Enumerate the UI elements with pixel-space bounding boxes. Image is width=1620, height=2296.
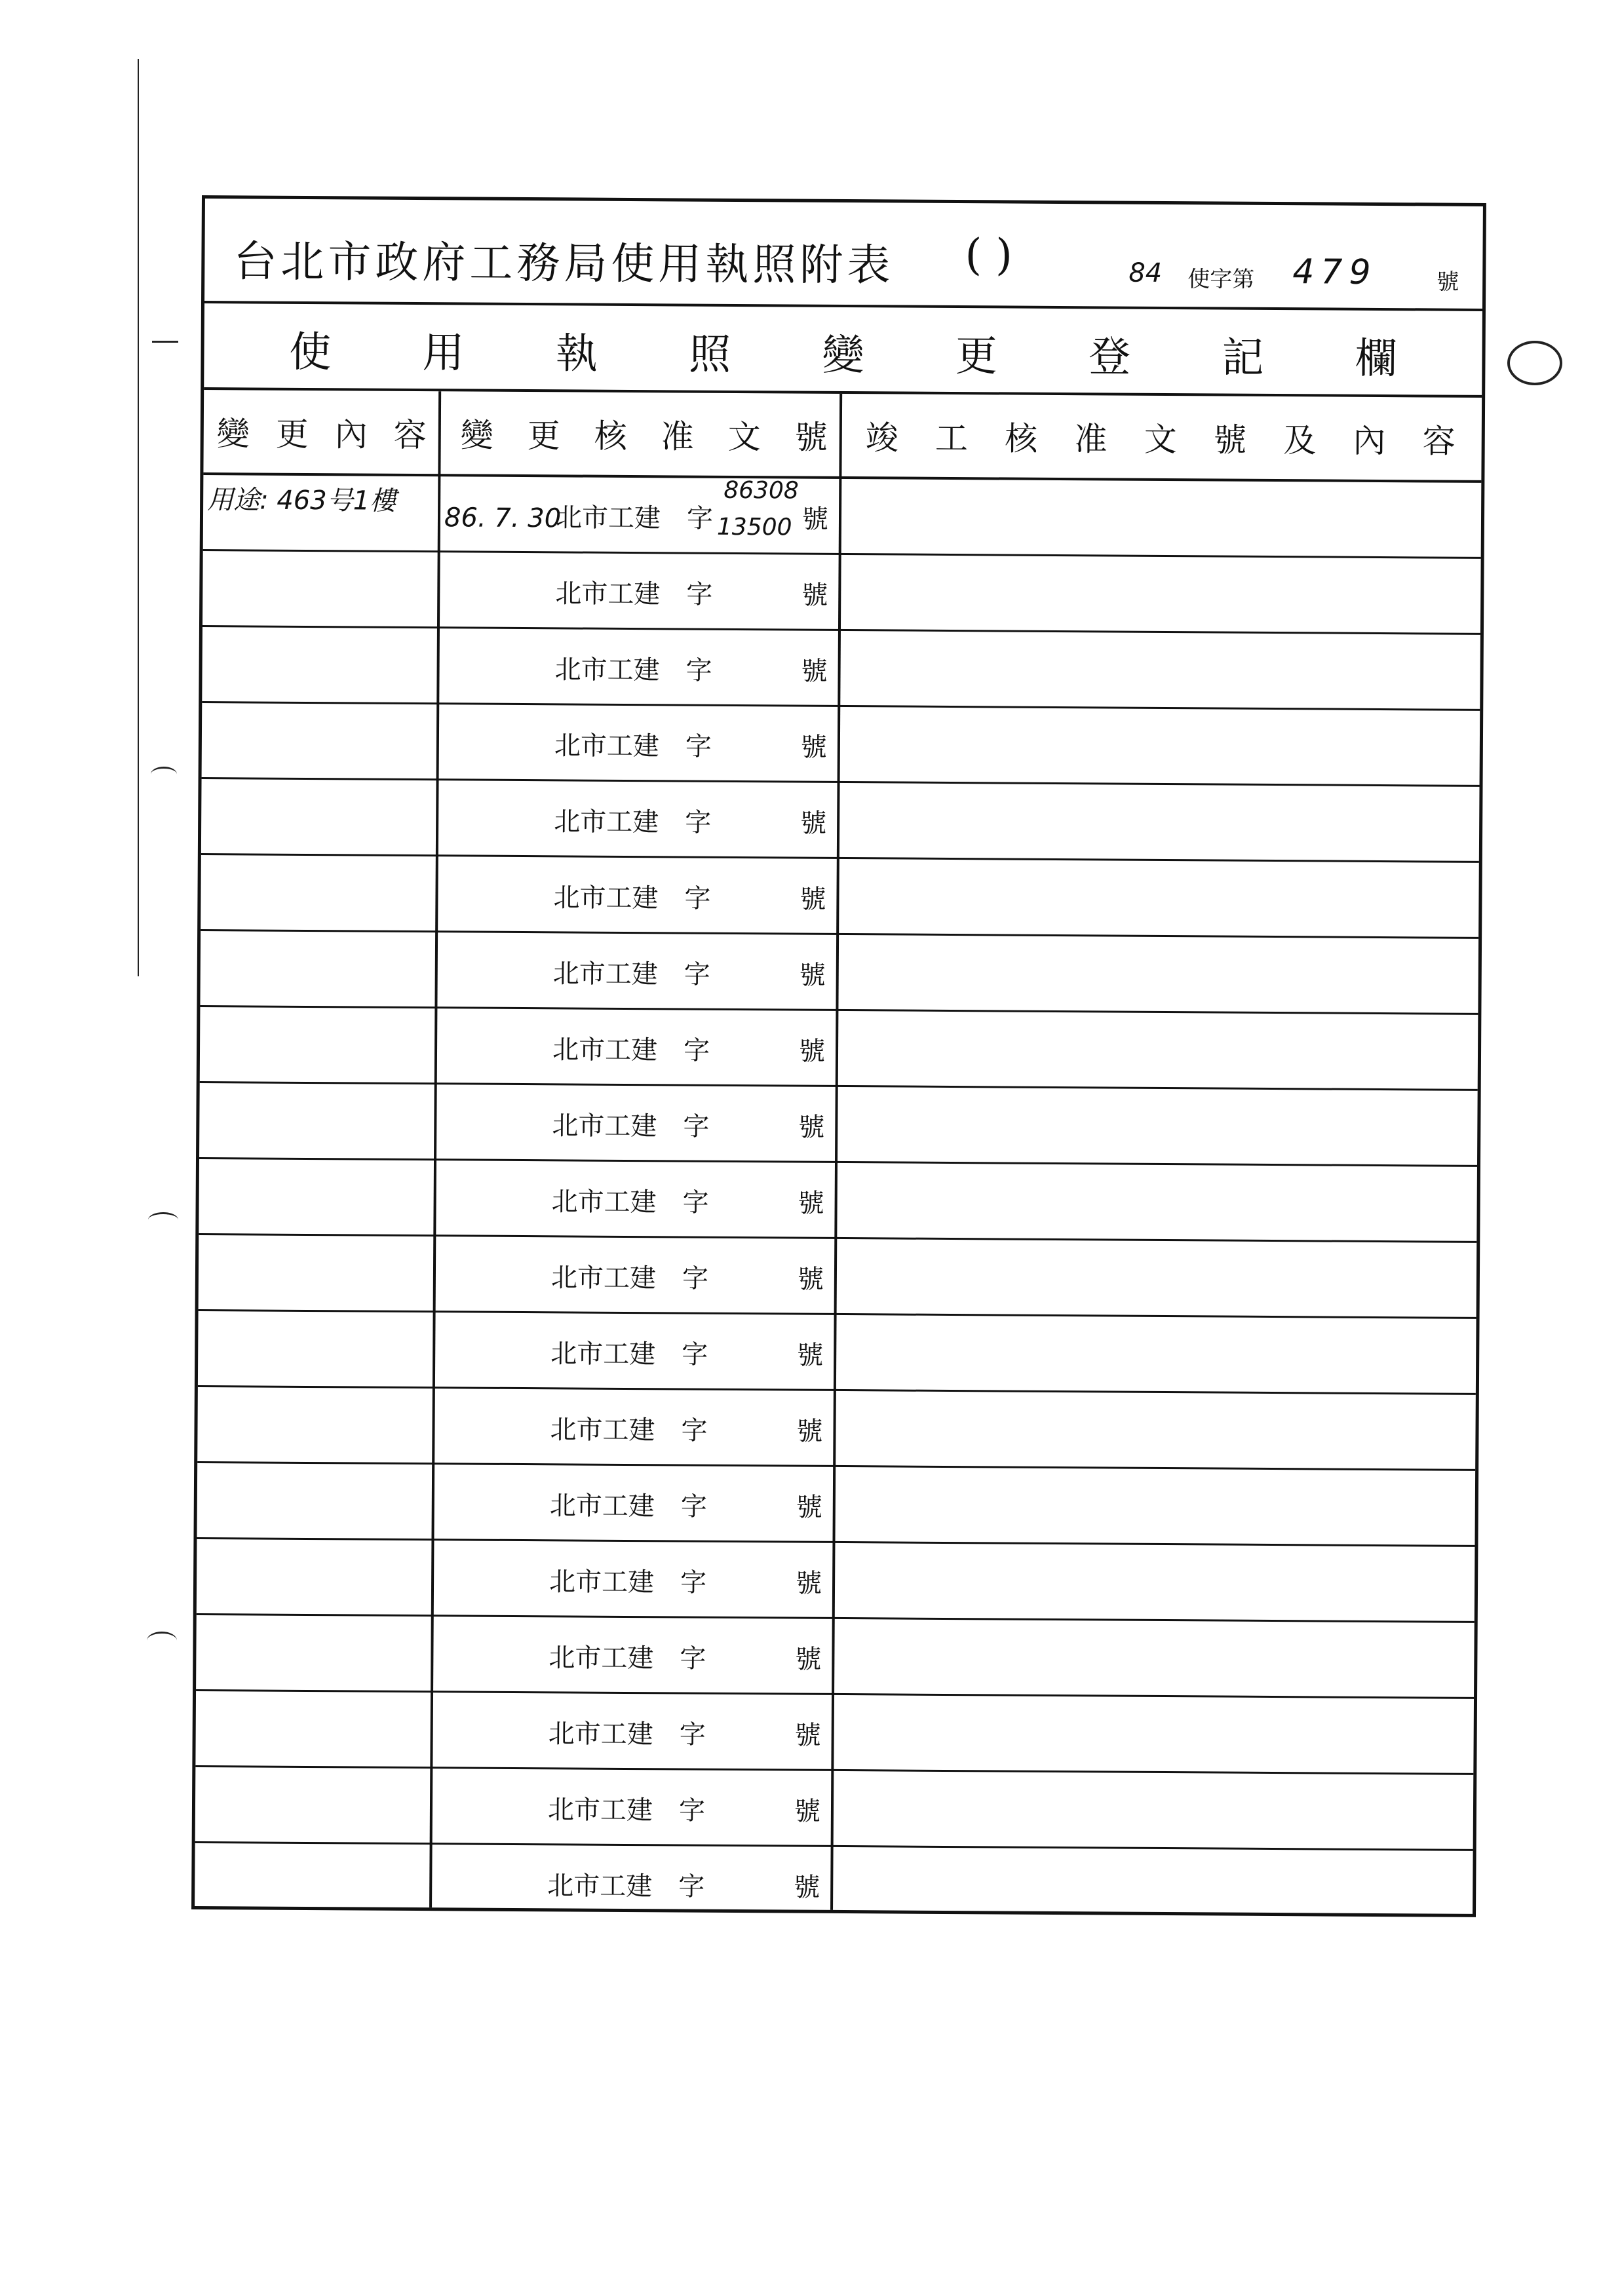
- change-approval-cell[interactable]: [434, 1388, 834, 1465]
- change-approval-cell[interactable]: [439, 704, 838, 781]
- change-content-cell[interactable]: [200, 1007, 435, 1082]
- header-char: 變: [460, 416, 493, 455]
- approval-zi: 字: [686, 503, 714, 534]
- approval-hao: 號: [797, 1340, 824, 1371]
- header-char: 工: [935, 419, 969, 458]
- completion-cell[interactable]: [838, 1011, 1478, 1089]
- table-row: [195, 1767, 1474, 1851]
- table-row: [202, 703, 1480, 787]
- approval-prefix: 北市工建: [549, 1643, 654, 1674]
- table-row: [202, 627, 1480, 711]
- section-title-char: 照: [688, 330, 731, 379]
- completion-cell[interactable]: [841, 555, 1481, 633]
- table-row: [201, 779, 1480, 863]
- change-approval-cell[interactable]: [440, 552, 839, 629]
- approval-hao: 號: [794, 1720, 821, 1751]
- change-content-cell[interactable]: [199, 1083, 434, 1158]
- title-parenthesis: ( ): [965, 229, 1013, 280]
- approval-zi: 字: [680, 1567, 707, 1598]
- table-row: [195, 1843, 1473, 1927]
- left-edge-line: [138, 59, 139, 976]
- change-content-cell[interactable]: [203, 475, 438, 550]
- change-approval-cell[interactable]: [434, 1540, 833, 1617]
- approval-prefix: 北市工建: [555, 579, 661, 610]
- change-approval-cell[interactable]: [437, 1008, 836, 1085]
- permit-number: 479: [1292, 252, 1378, 292]
- section-title-row: [204, 303, 1482, 398]
- approval-hao: 號: [801, 504, 829, 535]
- header-char: 更: [527, 417, 560, 455]
- approval-zi: 字: [683, 1035, 710, 1066]
- approval-prefix: 北市工建: [550, 1339, 656, 1370]
- section-title-char: 更: [955, 332, 998, 381]
- change-content-cell[interactable]: [202, 627, 437, 702]
- approval-hao: 號: [794, 1796, 821, 1827]
- header-completion: [866, 412, 1456, 461]
- change-approval-cell[interactable]: [433, 1693, 832, 1769]
- approval-zi: 字: [678, 1795, 706, 1826]
- table-row: [196, 1615, 1475, 1699]
- change-content-cell[interactable]: [199, 1159, 434, 1234]
- change-content-cell[interactable]: [197, 1387, 433, 1463]
- completion-cell[interactable]: [836, 1391, 1476, 1469]
- approval-zi: 字: [683, 1111, 710, 1142]
- completion-cell[interactable]: [837, 1163, 1477, 1241]
- approval-prefix: 北市工建: [549, 1567, 655, 1598]
- completion-cell[interactable]: [836, 1315, 1476, 1393]
- approval-prefix: 北市工建: [547, 1871, 653, 1902]
- permit-annex-form: [191, 195, 1486, 1917]
- header-char: 竣: [865, 419, 898, 457]
- approval-hao: 號: [798, 1188, 824, 1219]
- change-approval-cell[interactable]: [437, 932, 836, 1009]
- change-content-cell[interactable]: [199, 1235, 434, 1311]
- approval-zi: 字: [679, 1719, 706, 1750]
- header-char: 號: [1213, 421, 1247, 459]
- approval-zi: 字: [685, 807, 712, 838]
- change-content-cell[interactable]: [202, 551, 438, 626]
- header-char: 准: [1074, 420, 1108, 459]
- approval-prefix: 北市工建: [551, 1187, 657, 1218]
- section-title-char: 使: [288, 328, 332, 377]
- section-title-char: 執: [555, 330, 598, 379]
- completion-cell[interactable]: [840, 631, 1480, 709]
- approval-zi: 字: [682, 1263, 709, 1294]
- change-content-cell[interactable]: [195, 1767, 431, 1843]
- completion-cell[interactable]: [837, 1239, 1477, 1317]
- table-row: [197, 1387, 1476, 1471]
- header-change-approval: [461, 410, 828, 457]
- change-approval-cell[interactable]: [436, 1084, 836, 1161]
- approval-prefix: 北市工建: [553, 883, 659, 914]
- approval-hao: 號: [796, 1492, 822, 1523]
- approval-prefix: 北市工建: [550, 1415, 655, 1446]
- completion-cell[interactable]: [839, 783, 1480, 861]
- change-approval-cell[interactable]: [433, 1617, 832, 1693]
- approval-prefix: 北市工建: [552, 959, 658, 990]
- form-title: 台北市政府工務局使用執照附表: [233, 236, 895, 291]
- registration-rows: [195, 475, 1481, 1914]
- header-char: 變: [216, 415, 250, 453]
- header-char: 及: [1283, 421, 1317, 460]
- table-row: [197, 1539, 1475, 1623]
- approval-number-top: 86308: [723, 476, 799, 505]
- section-title: [204, 318, 1482, 386]
- completion-cell[interactable]: [834, 1771, 1474, 1849]
- change-content-cell[interactable]: [198, 1311, 433, 1387]
- header-change-content: [217, 408, 427, 455]
- completion-cell[interactable]: [838, 1087, 1478, 1165]
- approval-prefix: 北市工建: [547, 1795, 653, 1826]
- header-char: 准: [661, 417, 694, 456]
- section-title-char: 欄: [1355, 334, 1398, 384]
- change-approval-cell[interactable]: [433, 1769, 832, 1845]
- permit-year: 84: [1128, 258, 1163, 288]
- approval-hao: 號: [798, 1112, 825, 1143]
- approval-zi: 字: [682, 1187, 709, 1218]
- change-content-cell[interactable]: [201, 779, 436, 854]
- change-approval-cell[interactable]: [438, 780, 838, 857]
- approval-hao: 號: [796, 1416, 823, 1447]
- change-content-cell[interactable]: [197, 1463, 432, 1539]
- hole-mark-left-4: [147, 1632, 177, 1649]
- approval-prefix: 北市工建: [554, 731, 660, 762]
- form-title-row: [204, 199, 1483, 311]
- change-approval-cell[interactable]: [435, 1312, 834, 1389]
- completion-cell[interactable]: [834, 1619, 1475, 1697]
- change-approval-cell[interactable]: [436, 1236, 835, 1313]
- approval-zi: 字: [685, 731, 712, 762]
- approval-hao: 號: [800, 884, 826, 915]
- completion-cell[interactable]: [838, 935, 1478, 1013]
- approval-zi: 字: [682, 1339, 708, 1370]
- approval-prefix: 北市工建: [548, 1719, 653, 1750]
- approval-prefix: 北市工建: [554, 655, 660, 686]
- change-content-cell[interactable]: [197, 1539, 432, 1615]
- change-approval-cell[interactable]: [438, 856, 837, 933]
- change-approval-cell[interactable]: [439, 628, 838, 705]
- header-char: 內: [1353, 421, 1386, 461]
- table-row: [198, 1311, 1476, 1395]
- table-row: [202, 551, 1481, 635]
- header-char: 容: [1422, 422, 1456, 461]
- hole-mark-left-3: [148, 1212, 178, 1227]
- table-row: [197, 1463, 1475, 1547]
- hole-mark-right: [1507, 341, 1562, 385]
- completion-cell[interactable]: [835, 1467, 1475, 1545]
- approval-prefix: 北市工建: [552, 1035, 658, 1066]
- approval-zi: 字: [678, 1871, 705, 1902]
- completion-cell[interactable]: [833, 1847, 1473, 1927]
- approval-zi: 字: [680, 1643, 706, 1674]
- approval-zi: 字: [684, 959, 710, 990]
- section-title-char: 用: [422, 329, 465, 378]
- table-row: [200, 1007, 1478, 1091]
- change-content-cell[interactable]: [201, 855, 436, 930]
- header-char: 文: [1144, 420, 1177, 459]
- approval-hao: 號: [795, 1644, 822, 1675]
- change-approval-cell[interactable]: [434, 1464, 833, 1541]
- approval-zi: 字: [685, 655, 712, 686]
- approval-date: 86. 7. 30: [444, 503, 562, 534]
- permit-zi-label: 使字第: [1187, 266, 1255, 293]
- change-approval-cell[interactable]: [440, 476, 839, 553]
- approval-zi: 字: [684, 883, 711, 914]
- header-char: 更: [275, 415, 309, 454]
- approval-prefix: 北市工建: [550, 1263, 657, 1294]
- header-char: 文: [727, 417, 761, 457]
- approval-prefix: 北市工建: [549, 1491, 655, 1522]
- approval-prefix: 北市工建: [552, 1111, 657, 1142]
- header-char: 核: [1005, 419, 1038, 458]
- change-content-cell[interactable]: [200, 931, 435, 1006]
- completion-cell[interactable]: [835, 1543, 1475, 1621]
- section-title-char: 變: [822, 331, 864, 381]
- completion-cell[interactable]: [834, 1695, 1474, 1773]
- approval-zi: 字: [680, 1491, 707, 1522]
- table-row: [200, 931, 1478, 1015]
- approval-prefix: 北市工建: [554, 807, 659, 838]
- approval-hao: 號: [801, 656, 828, 687]
- approval-hao: 號: [801, 580, 828, 611]
- approval-hao: 號: [795, 1568, 822, 1599]
- approval-prefix: 北市工建: [555, 503, 661, 534]
- table-row: [203, 475, 1482, 559]
- header-char: 號: [794, 418, 828, 457]
- approval-hao: 號: [794, 1872, 820, 1903]
- header-char: 容: [393, 415, 427, 455]
- approval-number-bottom: 13500: [716, 513, 792, 541]
- table-row: [199, 1159, 1477, 1243]
- approval-hao: 號: [800, 808, 827, 839]
- change-content-cell[interactable]: [195, 1843, 430, 1921]
- approval-zi: 字: [686, 579, 713, 610]
- header-char: 核: [594, 417, 627, 455]
- table-row: [195, 1691, 1474, 1775]
- approval-hao: 號: [797, 1264, 824, 1295]
- approval-hao: 號: [798, 1036, 826, 1067]
- approval-hao: 號: [799, 960, 826, 991]
- section-title-char: 記: [1222, 334, 1264, 383]
- completion-cell[interactable]: [840, 707, 1480, 785]
- approval-zi: 字: [681, 1415, 708, 1446]
- hole-mark-left-1: [152, 341, 178, 343]
- table-row: [199, 1083, 1478, 1167]
- change-content-text: 用途: 463号1樓: [207, 485, 396, 516]
- completion-cell[interactable]: [841, 479, 1482, 557]
- change-approval-cell[interactable]: [432, 1845, 831, 1923]
- table-row: [201, 855, 1479, 939]
- hole-mark-left-2: [151, 767, 177, 782]
- column-header-row: [203, 390, 1482, 483]
- permit-hao-label: 號: [1437, 269, 1459, 296]
- change-approval-cell[interactable]: [436, 1160, 835, 1237]
- change-content-cell[interactable]: [202, 703, 437, 778]
- completion-cell[interactable]: [839, 859, 1479, 937]
- change-content-cell[interactable]: [196, 1615, 431, 1691]
- section-title-char: 登: [1088, 333, 1131, 382]
- table-row: [199, 1235, 1477, 1319]
- change-content-cell[interactable]: [195, 1691, 431, 1767]
- approval-hao: 號: [800, 732, 828, 763]
- header-char: 內: [334, 415, 368, 454]
